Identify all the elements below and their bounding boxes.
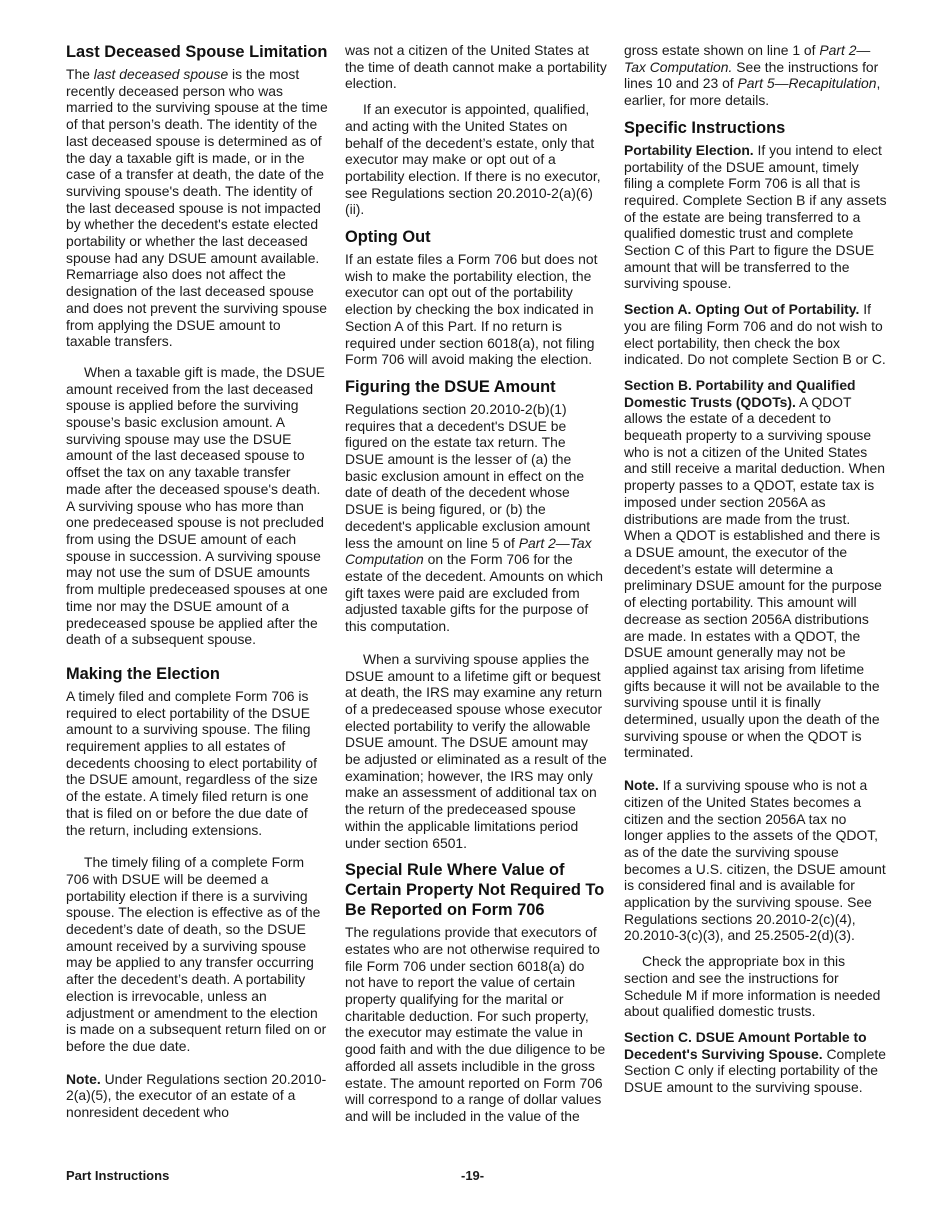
paragraph-executor: If an executor is appointed, qualified, and acting with the United States on behalf of the decedent’s estate, only that executor may make or opt out of a portability election. If there is no executor, see Regulations section 20.2010-2(a)(6)(ii). (345, 101, 601, 218)
paragraph-section-a: Section A. Opting Out of Portability. If you are filing Form 706 and do not wish to elect portability, then check the box indicated. Do not complete Section B or C. (624, 301, 886, 368)
paragraph-not-citizen: was not a citizen of the United States at the time of death cannot make a portability election. (345, 42, 607, 92)
heading-last-deceased-spouse: Last Deceased Spouse Limitation (66, 43, 328, 61)
paragraph-section-c: Section C. DSUE Amount Portable to Decedent's Surviving Spouse. Complete Section C only if electing portability of the DSUE amount to the surviving spouse. (624, 1028, 886, 1096)
footer-page-number: -19- (461, 1168, 485, 1183)
paragraph-irs-examine: When a surviving spouse applies the DSUE amount to a lifetime gift or bequest at death, the IRS may examine any return of a predeceased spouse whose executor elected portability to verify the allowable DSUE amount. The DSUE amount may be adjusted or eliminated as a result of the examination; however, the IRS may only make an assessment of additional tax on the return of the predeceased spouse within the applicable limitations period under section 6501. (345, 650, 607, 851)
paragraph-timely-filed: A timely filed and complete Form 706 is required to elect portability of the DSUE amount to a surviving spouse. The filing requirement applies to all estates of decedents choosing to elect portability of the DSUE amount, regardless of the size of the estate. A timely filed return is one that is filed on or before the due date of the return, including extensions. (66, 687, 318, 838)
paragraph-gross-estate: gross estate shown on line 1 of Part 2—Tax Computation. See the instructions for lines 10 and 23 of Part 5—Recapitulation, earlier, for more details. (624, 42, 881, 109)
column-2 (345, 42, 607, 1134)
heading-opting-out: Opting Out (345, 228, 431, 247)
paragraph-regulations-executors: The regulations provide that executors of estates who are not otherwise required to file Form 706 under section 6018(a) do not have to report the value of certain property qualifying for the marital or charitable deduction. For such property, the executor may estimate the value in good faith and with the due diligence to be afforded all assets includible in the gross estate. The amount reported on Form 706 will correspond to a range of dollar values and will be included in the value of the (345, 924, 606, 1124)
paragraph-opting-out: If an estate files a Form 706 but does not wish to make the portability election, the executor can opt out of the portability election by checking the box indicated in Section A of this Part. If no return is required under section 6018(a), not filing Form 706 will avoid making the election. (345, 251, 598, 368)
paragraph-last-deceased-definition: The last deceased spouse is the most recently deceased person who was married to the surviving spouse at the time of that person’s death. The identity of the last deceased spouse is determined as of the day a taxable gift is made, or in the case of a transfer at death, the date of the surviving spouse's death. The identity of the last deceased spouse is not impacted by whether the decedent's estate elected portability or whether the last deceased spouse had any DSUE amount available. Remarriage also does not affect the designation of the last deceased spouse and does not prevent the surviving spouse from applying the DSUE amount to taxable transfers. (66, 66, 328, 350)
heading-special-rule: Special Rule Where Value of Certain Property Not Required To Be Reported on Form 706 (345, 861, 605, 920)
paragraph-figuring-dsue: Regulations section 20.2010-2(b)(1) requires that a decedent's DSUE be figured on the estate tax return. The DSUE amount is the lesser of (a) the basic exclusion amount in effect on the date of death of the decedent whose DSUE is being figured, or (b) the decedent's applicable exclusion amount less the amount on line 5 of Part 2—Tax Computation on the Form 706 for the estate of the decedent. Amounts on which gift taxes were paid are excluded from adjusted taxable gifts for the purpose of this computation. (345, 400, 603, 635)
paragraph-portability-election: Portability Election. If you intend to elect portability of the DSUE amount, timely filing a complete Form 706 is all that is required. Complete Section B if any assets of the estate are being transferred to a qualified domestic trust and complete Section C of this Part to figure the DSUE amount that will be transferred to the surviving spouse. (624, 141, 887, 292)
footer-part-instructions: Part Instructions (66, 1168, 170, 1183)
paragraph-section-b: Section B. Portability and Qualified Domestic Trusts (QDOTs). A QDOT allows the estate of a decedent to bequeath property to a surviving spouse who is not a citizen of the United States and still receive a marital deduction. When property passes to a QDOT, estate tax is imposed under section 2056A as distributions are made from the trust. When a QDOT is established and there is a DSUE amount, the executor of the decedent’s estate will determine a preliminary DSUE amount for the purpose of electing portability. This amount will decrease as section 2056A distributions are made. In estates with a QDOT, the DSUE amount generally may not be applied against tax arising from lifetime gifts because it will not be available to the surviving spouse until it is finally determined, usually upon the death of the surviving spouse or when the QDOT is terminated. (624, 376, 885, 761)
paragraph-timely-filing: The timely filing of a complete Form 706 with DSUE will be deemed a portability election if there is a surviving spouse. The election is effective as of the decedent’s date of death, so the DSUE amount received by a surviving spouse may be applied to any transfer occurring after the decedent’s death. A portability election is irrevocable, unless an adjustment or amendment to the election is made on a subsequent return filed on or before the due date. (66, 854, 327, 1054)
heading-specific-instructions: Specific Instructions (624, 118, 786, 137)
paragraph-check-box: Check the appropriate box in this section and see the instructions for Schedule M if more information is needed about qualified domestic trusts. (624, 953, 881, 1020)
paragraph-note-nonresident: Note. Under Regulations section 20.2010-2(a)(5), the executor of an estate of a nonresident decedent who (66, 1070, 327, 1121)
column-3 (624, 42, 888, 1105)
heading-making-the-election: Making the Election (66, 664, 220, 683)
heading-figuring-dsue: Figuring the DSUE Amount (345, 377, 556, 396)
column-1 (66, 42, 328, 1130)
paragraph-note-citizen: Note. If a surviving spouse who is not a citizen of the United States becomes a citizen and the section 2056A tax no longer applies to the assets of the QDOT, as of the date the surviving spouse becomes a U.S. citizen, the DSUE amount is considered final and is available for application by the surviving spouse. See Regulations sections 20.2010-2(c)(4), 20.2010-3(c)(3), and 25.2505-2(d)(3). (624, 777, 886, 944)
paragraph-taxable-gift: When a taxable gift is made, the DSUE amount received from the last deceased spouse is applied before the surviving spouse’s basic exclusion amount. A surviving spouse may use the DSUE amount of the last deceased spouse to offset the tax on any taxable transfer made after the deceased spouse's death. A surviving spouse who has more than one predeceased spouse is not precluded from using the DSUE amount of each spouse in succession. A surviving spouse may not use the sum of DSUE amounts from multiple predeceased spouses at one time nor may the DSUE amount of a predeceased spouse be applied after the death of a subsequent spouse. (66, 363, 328, 648)
